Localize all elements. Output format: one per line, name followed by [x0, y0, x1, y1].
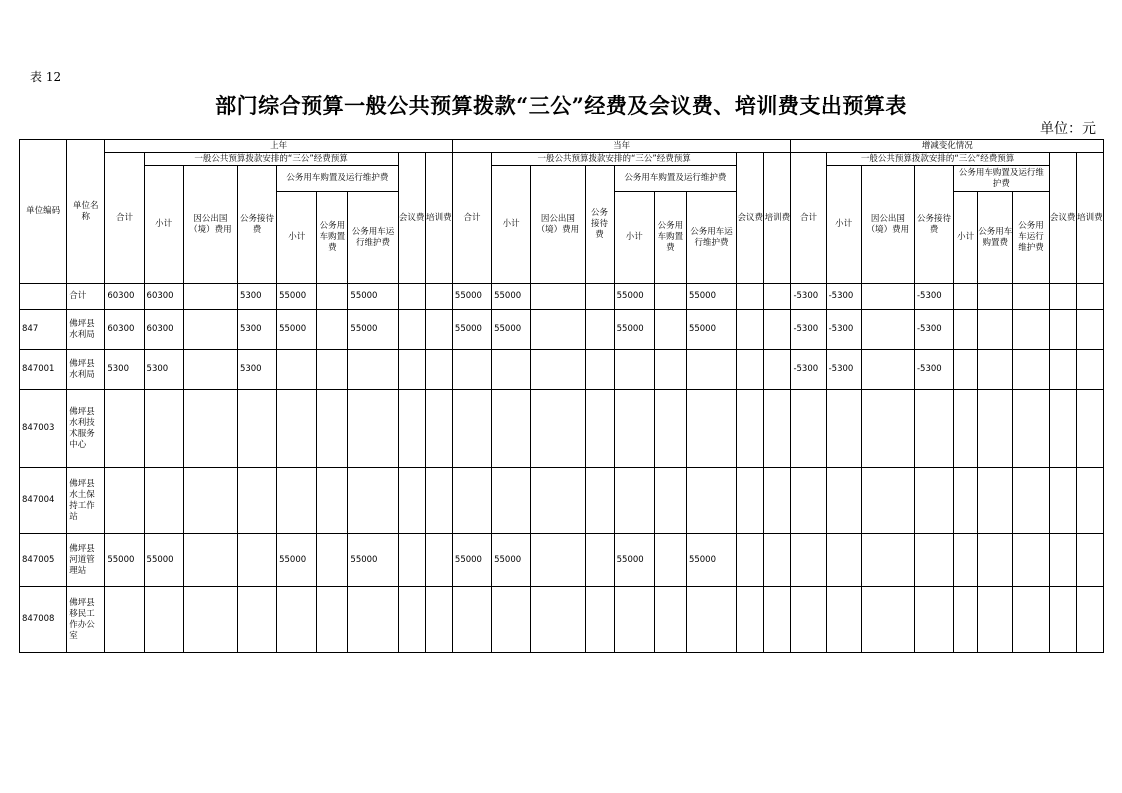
row-value-cell — [954, 468, 978, 534]
row-value-cell: 55000 — [348, 534, 398, 587]
row-value-cell — [277, 468, 317, 534]
row-value-cell — [1049, 587, 1076, 653]
row-unit-name: 佛坪县水利局 — [67, 350, 105, 390]
row-value-cell — [1076, 468, 1103, 534]
row-value-cell — [764, 284, 791, 310]
row-value-cell: 55000 — [105, 534, 144, 587]
table-header — [20, 140, 1104, 284]
row-value-cell — [317, 534, 348, 587]
row-value-cell — [1013, 587, 1049, 653]
row-value-cell — [348, 350, 398, 390]
row-value-cell — [764, 587, 791, 653]
row-value-cell — [398, 350, 425, 390]
row-value-cell — [1076, 350, 1103, 390]
table-row — [20, 587, 1104, 653]
row-value-cell — [826, 587, 861, 653]
row-value-cell — [914, 468, 953, 534]
row-value-cell — [452, 350, 491, 390]
row-unit-code: 847003 — [20, 390, 67, 468]
row-value-cell — [861, 390, 914, 468]
row-value-cell — [492, 468, 531, 534]
row-value-cell — [764, 468, 791, 534]
header-total: 合计 — [452, 153, 491, 284]
row-value-cell — [1013, 390, 1049, 468]
row-value-cell — [585, 390, 614, 468]
row-value-cell: -5300 — [791, 310, 826, 350]
row-value-cell — [1076, 284, 1103, 310]
row-value-cell — [764, 310, 791, 350]
row-value-cell: 55000 — [452, 284, 491, 310]
row-value-cell — [737, 468, 764, 534]
row-value-cell — [954, 390, 978, 468]
row-value-cell — [317, 468, 348, 534]
row-value-cell — [654, 350, 686, 390]
header-group-current-year: 当年 — [452, 140, 791, 153]
row-value-cell — [614, 390, 654, 468]
row-value-cell — [183, 390, 237, 468]
header-total: 合计 — [105, 153, 144, 284]
row-value-cell — [398, 390, 425, 468]
row-value-cell — [183, 310, 237, 350]
row-value-cell — [978, 534, 1013, 587]
row-value-cell — [978, 587, 1013, 653]
row-value-cell — [317, 284, 348, 310]
table-row — [20, 310, 1104, 350]
row-value-cell — [914, 534, 953, 587]
header-sangong-budget: 一般公共预算拨款安排的“三公”经费预算 — [826, 153, 1049, 166]
header-vehicle-maintenance: 公务用车运行维护费 — [1013, 192, 1049, 284]
table-number-label: 表 12 — [30, 70, 62, 84]
row-value-cell — [425, 350, 452, 390]
budget-table — [19, 139, 1104, 653]
row-value-cell: 55000 — [686, 284, 736, 310]
row-value-cell — [105, 587, 144, 653]
row-value-cell — [531, 468, 585, 534]
row-value-cell — [585, 284, 614, 310]
header-overseas-fee: 因公出国（境）费用 — [861, 166, 914, 284]
row-value-cell: 55000 — [492, 310, 531, 350]
row-value-cell: 5300 — [237, 284, 276, 310]
header-subtotal: 小计 — [144, 166, 183, 284]
row-unit-name: 合计 — [67, 284, 105, 310]
row-value-cell — [105, 390, 144, 468]
row-value-cell — [425, 390, 452, 468]
row-value-cell — [531, 534, 585, 587]
row-value-cell — [585, 534, 614, 587]
row-value-cell: 5300 — [144, 350, 183, 390]
row-value-cell — [1013, 350, 1049, 390]
row-value-cell: 55000 — [452, 310, 491, 350]
row-value-cell: 60300 — [144, 310, 183, 350]
row-value-cell: 5300 — [105, 350, 144, 390]
row-value-cell — [277, 587, 317, 653]
row-value-cell — [914, 390, 953, 468]
row-value-cell — [492, 350, 531, 390]
row-value-cell — [914, 587, 953, 653]
row-value-cell — [492, 390, 531, 468]
row-unit-code: 847004 — [20, 468, 67, 534]
row-value-cell — [686, 468, 736, 534]
row-value-cell — [531, 350, 585, 390]
row-value-cell — [425, 284, 452, 310]
row-value-cell — [492, 587, 531, 653]
row-unit-code: 847005 — [20, 534, 67, 587]
row-value-cell — [531, 310, 585, 350]
header-vehicle-fee: 公务用车购置及运行维护费 — [954, 166, 1049, 192]
row-value-cell — [654, 468, 686, 534]
row-value-cell — [954, 534, 978, 587]
row-value-cell — [237, 390, 276, 468]
header-sangong-budget: 一般公共预算拨款安排的“三公”经费预算 — [144, 153, 398, 166]
header-vehicle-purchase: 公务用车购置费 — [978, 192, 1013, 284]
row-value-cell: -5300 — [826, 310, 861, 350]
row-value-cell — [686, 587, 736, 653]
row-value-cell — [978, 310, 1013, 350]
row-value-cell — [826, 468, 861, 534]
header-meeting-fee: 会议费 — [737, 153, 764, 284]
row-value-cell: 55000 — [348, 310, 398, 350]
header-reception-fee: 公务接待费 — [237, 166, 276, 284]
row-value-cell: 55000 — [686, 310, 736, 350]
row-value-cell: 55000 — [614, 310, 654, 350]
header-subtotal: 小计 — [826, 166, 861, 284]
header-meeting-fee: 会议费 — [1049, 153, 1076, 284]
row-value-cell: 60300 — [105, 284, 144, 310]
row-unit-name: 佛坪县移民工作办公室 — [67, 587, 105, 653]
header-training-fee: 培训费 — [425, 153, 452, 284]
row-value-cell — [978, 350, 1013, 390]
row-value-cell — [791, 390, 826, 468]
row-value-cell: 55000 — [277, 534, 317, 587]
row-value-cell — [277, 350, 317, 390]
row-value-cell — [978, 390, 1013, 468]
row-value-cell — [144, 390, 183, 468]
row-value-cell: 55000 — [144, 534, 183, 587]
table-body — [20, 284, 1104, 653]
row-value-cell: 60300 — [105, 310, 144, 350]
row-value-cell: 55000 — [452, 534, 491, 587]
row-value-cell — [531, 587, 585, 653]
row-value-cell — [614, 350, 654, 390]
row-value-cell — [183, 468, 237, 534]
row-value-cell — [398, 468, 425, 534]
row-unit-name: 佛坪县水利局 — [67, 310, 105, 350]
header-unit-code: 单位编码 — [20, 140, 67, 284]
row-value-cell: -5300 — [791, 284, 826, 310]
header-group-change: 增减变化情况 — [791, 140, 1104, 153]
row-value-cell — [954, 310, 978, 350]
row-value-cell — [531, 390, 585, 468]
row-value-cell — [585, 310, 614, 350]
row-unit-code: 847 — [20, 310, 67, 350]
row-value-cell — [654, 310, 686, 350]
row-value-cell: -5300 — [914, 310, 953, 350]
row-value-cell: -5300 — [791, 350, 826, 390]
row-value-cell — [791, 468, 826, 534]
row-value-cell — [737, 534, 764, 587]
header-reception-fee: 公务接待费 — [914, 166, 953, 284]
row-value-cell — [686, 350, 736, 390]
row-value-cell — [348, 390, 398, 468]
row-value-cell — [954, 350, 978, 390]
row-value-cell — [425, 310, 452, 350]
row-value-cell — [737, 310, 764, 350]
header-vehicle-purchase: 公务用车购置费 — [654, 192, 686, 284]
row-value-cell — [277, 390, 317, 468]
row-value-cell — [1076, 390, 1103, 468]
row-value-cell — [1076, 587, 1103, 653]
row-unit-name: 佛坪县水利技术服务中心 — [67, 390, 105, 468]
row-value-cell: 55000 — [348, 284, 398, 310]
row-value-cell — [1049, 534, 1076, 587]
row-value-cell — [452, 587, 491, 653]
header-vehicle-maintenance: 公务用车运行维护费 — [348, 192, 398, 284]
row-value-cell — [425, 468, 452, 534]
row-value-cell — [861, 284, 914, 310]
row-value-cell — [1049, 390, 1076, 468]
row-value-cell — [452, 390, 491, 468]
row-value-cell — [737, 284, 764, 310]
row-value-cell: -5300 — [826, 350, 861, 390]
row-value-cell — [1013, 310, 1049, 350]
row-value-cell — [791, 587, 826, 653]
row-value-cell — [425, 587, 452, 653]
row-unit-code: 847001 — [20, 350, 67, 390]
table-row — [20, 468, 1104, 534]
header-overseas-fee: 因公出国（境）费用 — [531, 166, 585, 284]
table-row — [20, 534, 1104, 587]
row-value-cell: 55000 — [277, 284, 317, 310]
row-value-cell — [237, 468, 276, 534]
row-unit-code: 847008 — [20, 587, 67, 653]
row-value-cell: 55000 — [614, 534, 654, 587]
header-sangong-budget: 一般公共预算拨款安排的“三公”经费预算 — [492, 153, 737, 166]
row-value-cell — [737, 587, 764, 653]
header-reception-fee: 公务接待费 — [585, 166, 614, 284]
row-value-cell — [861, 534, 914, 587]
row-unit-name: 佛坪县河道管理站 — [67, 534, 105, 587]
row-value-cell — [861, 587, 914, 653]
header-vehicle-fee: 公务用车购置及运行维护费 — [614, 166, 737, 192]
row-value-cell — [317, 350, 348, 390]
row-value-cell — [654, 390, 686, 468]
header-vehicle-subtotal: 小计 — [277, 192, 317, 284]
row-value-cell: 55000 — [492, 284, 531, 310]
row-value-cell — [1013, 284, 1049, 310]
row-value-cell — [1049, 310, 1076, 350]
row-value-cell: -5300 — [914, 350, 953, 390]
row-value-cell — [614, 587, 654, 653]
row-value-cell — [144, 468, 183, 534]
header-vehicle-fee: 公务用车购置及运行维护费 — [277, 166, 399, 192]
row-value-cell — [791, 534, 826, 587]
header-training-fee: 培训费 — [764, 153, 791, 284]
row-value-cell — [826, 390, 861, 468]
header-total: 合计 — [791, 153, 826, 284]
row-value-cell — [861, 350, 914, 390]
row-value-cell — [398, 534, 425, 587]
row-unit-name: 佛坪县水土保持工作站 — [67, 468, 105, 534]
row-value-cell — [826, 534, 861, 587]
row-value-cell: -5300 — [914, 284, 953, 310]
row-value-cell — [1049, 284, 1076, 310]
row-value-cell — [686, 390, 736, 468]
row-value-cell — [1013, 534, 1049, 587]
header-subtotal: 小计 — [492, 166, 531, 284]
row-value-cell — [452, 468, 491, 534]
header-training-fee: 培训费 — [1076, 153, 1103, 284]
row-value-cell — [1076, 534, 1103, 587]
row-value-cell — [654, 587, 686, 653]
row-value-cell — [348, 587, 398, 653]
header-vehicle-subtotal: 小计 — [614, 192, 654, 284]
row-value-cell — [237, 534, 276, 587]
row-value-cell — [183, 587, 237, 653]
row-value-cell: -5300 — [826, 284, 861, 310]
row-value-cell — [237, 587, 276, 653]
row-value-cell — [183, 350, 237, 390]
row-value-cell — [398, 587, 425, 653]
row-value-cell — [585, 587, 614, 653]
row-value-cell — [861, 468, 914, 534]
page-title: 部门综合预算一般公共预算拨款“三公”经费及会议费、培训费支出预算表 — [215, 93, 907, 118]
row-value-cell — [1049, 350, 1076, 390]
header-overseas-fee: 因公出国（境）费用 — [183, 166, 237, 284]
table-row — [20, 284, 1104, 310]
row-value-cell — [531, 284, 585, 310]
header-vehicle-maintenance: 公务用车运行维护费 — [686, 192, 736, 284]
row-value-cell — [978, 468, 1013, 534]
row-value-cell — [183, 284, 237, 310]
table-row — [20, 390, 1104, 468]
row-value-cell — [398, 310, 425, 350]
row-value-cell: 55000 — [492, 534, 531, 587]
row-value-cell: 55000 — [614, 284, 654, 310]
row-value-cell — [425, 534, 452, 587]
row-value-cell — [105, 468, 144, 534]
row-value-cell — [1013, 468, 1049, 534]
row-value-cell — [317, 587, 348, 653]
row-value-cell: 60300 — [144, 284, 183, 310]
row-value-cell — [978, 284, 1013, 310]
row-value-cell — [183, 534, 237, 587]
row-value-cell — [348, 468, 398, 534]
row-value-cell — [764, 350, 791, 390]
row-value-cell — [764, 390, 791, 468]
row-value-cell: 5300 — [237, 310, 276, 350]
row-value-cell — [398, 284, 425, 310]
row-value-cell: 55000 — [686, 534, 736, 587]
row-value-cell — [317, 390, 348, 468]
row-value-cell — [585, 350, 614, 390]
row-value-cell — [654, 284, 686, 310]
row-unit-code — [20, 284, 67, 310]
header-vehicle-purchase: 公务用车购置费 — [317, 192, 348, 284]
header-unit-name: 单位名称 — [67, 140, 105, 284]
row-value-cell — [954, 587, 978, 653]
row-value-cell — [1049, 468, 1076, 534]
row-value-cell: 5300 — [237, 350, 276, 390]
row-value-cell: 55000 — [277, 310, 317, 350]
row-value-cell — [144, 587, 183, 653]
table-row — [20, 350, 1104, 390]
row-value-cell — [585, 468, 614, 534]
header-vehicle-subtotal: 小计 — [954, 192, 978, 284]
row-value-cell — [1076, 310, 1103, 350]
row-value-cell — [764, 534, 791, 587]
row-value-cell — [737, 350, 764, 390]
currency-unit-label: 单位：元 — [1040, 121, 1096, 137]
row-value-cell — [654, 534, 686, 587]
header-meeting-fee: 会议费 — [398, 153, 425, 284]
row-value-cell — [737, 390, 764, 468]
row-value-cell — [861, 310, 914, 350]
row-value-cell — [317, 310, 348, 350]
row-value-cell — [614, 468, 654, 534]
row-value-cell — [954, 284, 978, 310]
header-group-prev-year: 上年 — [105, 140, 453, 153]
